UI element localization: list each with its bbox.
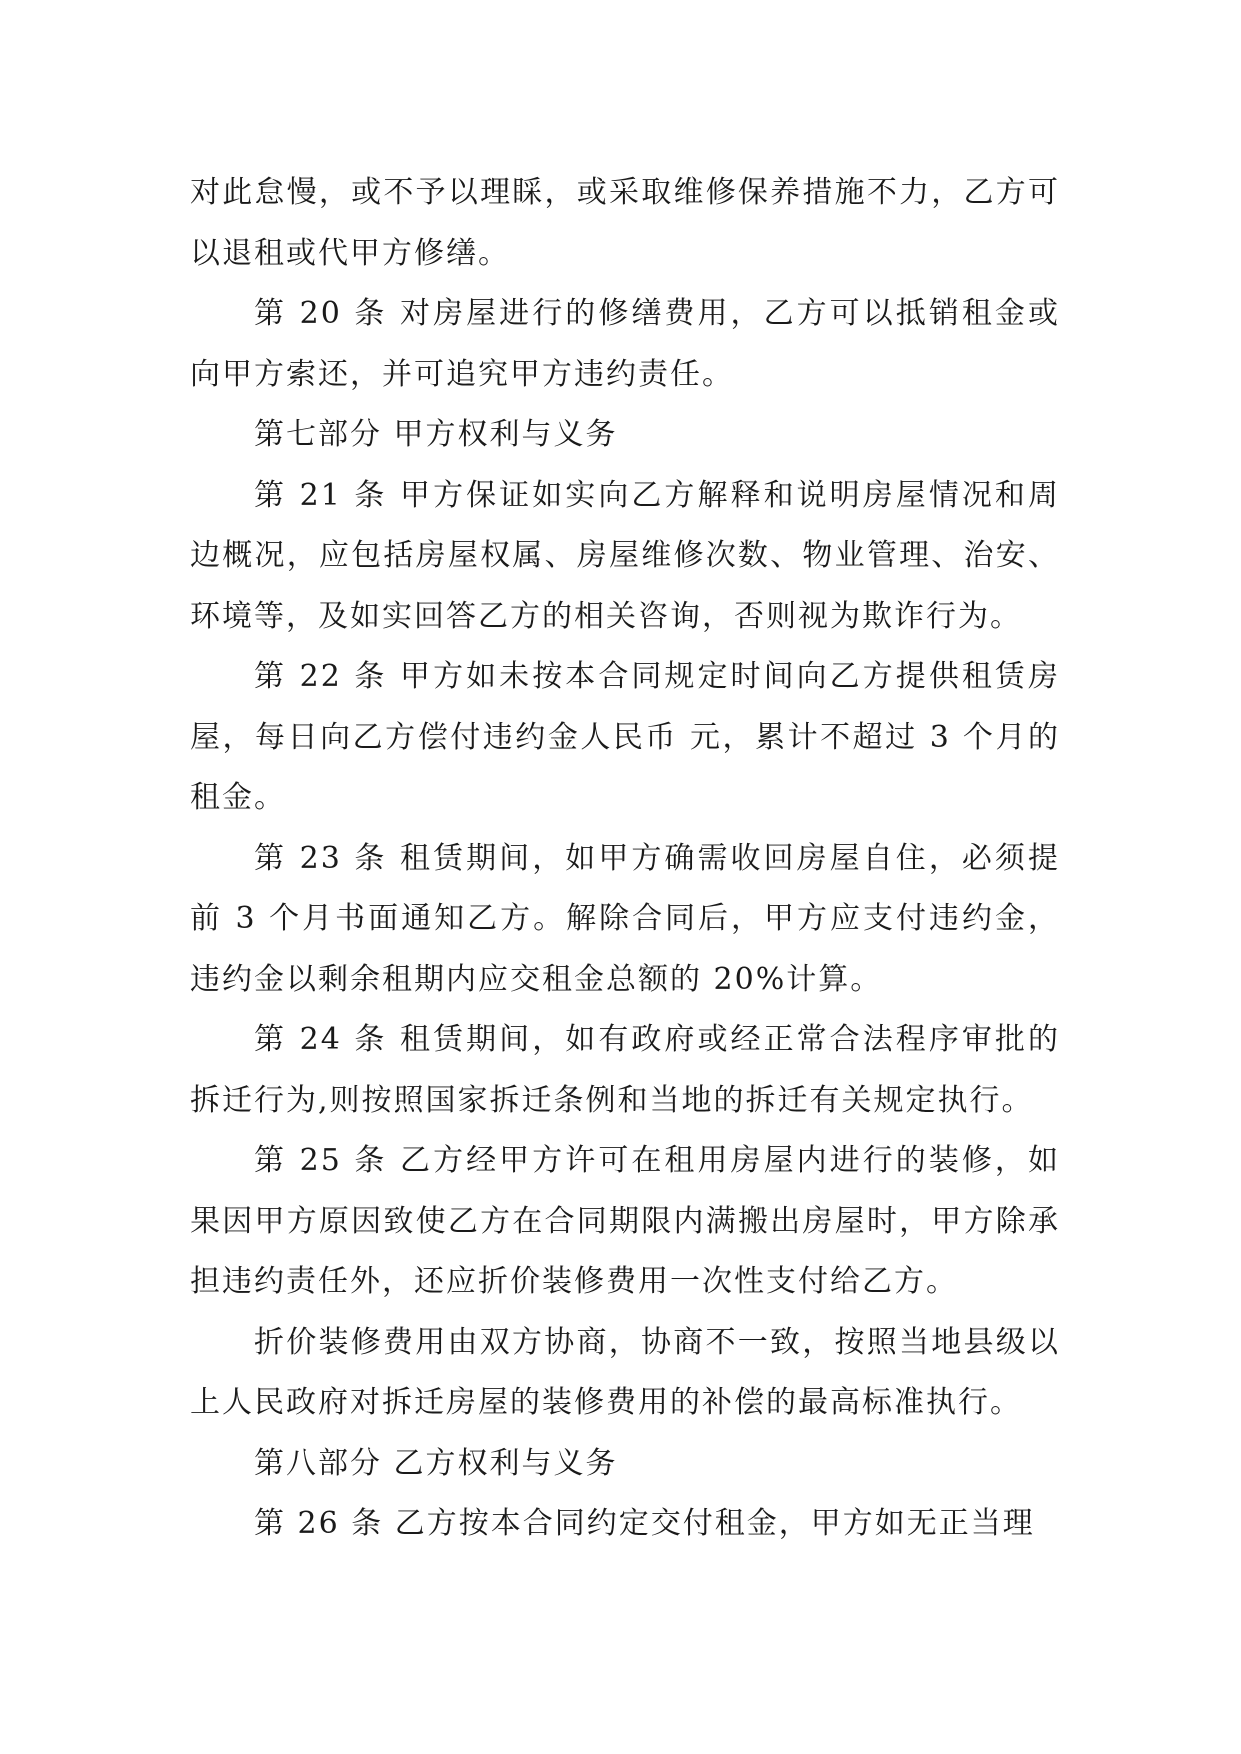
article-23: 第 23 条 租赁期间，如甲方确需收回房屋自住，必须提前 3 个月书面通知乙方。解除合同后，甲方应支付违约金，违约金以剩余租期内应交租金总额的 20%计算。 [190, 840, 1060, 997]
article-25-supplement: 折价装修费用由双方协商，协商不一致，按照当地县级以上人民政府对拆迁房屋的装修费用的补偿的最高标准执行。 [190, 1324, 1060, 1420]
section-heading-part-8: 第八部分 乙方权利与义务 [254, 1445, 618, 1481]
article-21: 第 21 条 甲方保证如实向乙方解释和说明房屋情况和周边概况，应包括房屋权属、房屋维修次数、物业管理、治安、环境等，及如实回答乙方的相关咨询，否则视为欺诈行为。 [190, 477, 1060, 634]
article-20: 第 20 条 对房屋进行的修缮费用，乙方可以抵销租金或向甲方索还，并可追究甲方违约责任。 [190, 296, 1060, 392]
article-24: 第 24 条 租赁期间，如有政府或经正常合法程序审批的拆迁行为,则按照国家拆迁条例和当地的拆迁有关规定执行。 [190, 1022, 1060, 1118]
document-body [190, 163, 1060, 1555]
article-26: 第 26 条 乙方按本合同约定交付租金，甲方如无正当理 [254, 1506, 1035, 1541]
article-22: 第 22 条 甲方如未按本合同规定时间向乙方提供租赁房屋，每日向乙方偿付违约金人民币 元，累计不超过 3 个月的租金。 [190, 659, 1060, 815]
section-heading-part-7: 第七部分 甲方权利与义务 [254, 417, 618, 452]
paragraph-continuation: 对此怠慢，或不予以理睬，或采取维修保养措施不力，乙方可以退租或代甲方修缮。 [190, 175, 1060, 271]
article-25: 第 25 条 乙方经甲方许可在租用房屋内进行的装修，如果因甲方原因致使乙方在合同期限内满搬出房屋时，甲方除承担违约责任外，还应折价装修费用一次性支付给乙方。 [190, 1143, 1060, 1299]
